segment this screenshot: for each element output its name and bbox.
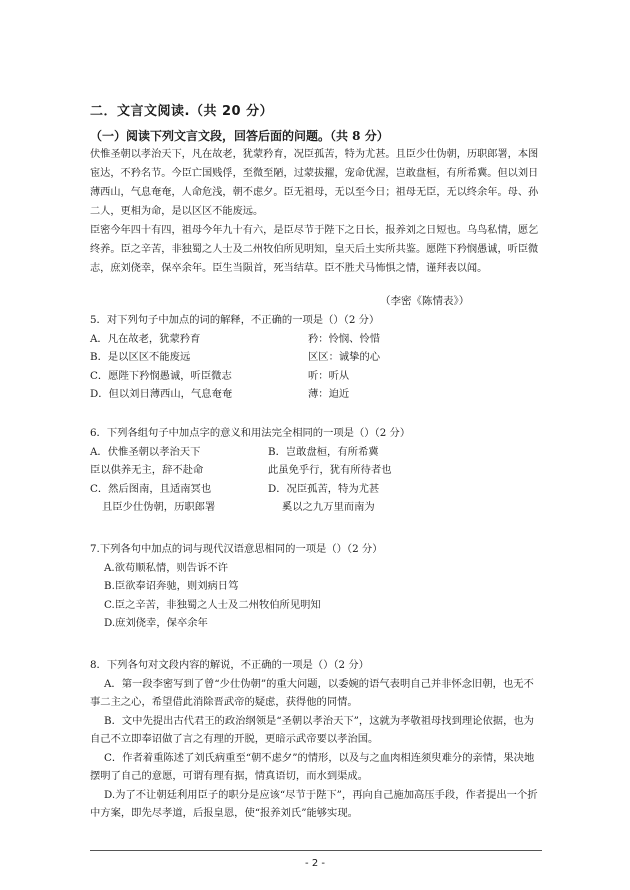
subsection-title: （一）阅读下列文言文段，回答后面的问题。（共 8 分） xyxy=(90,129,389,143)
question-5-option-a xyxy=(90,330,542,349)
question-8-option-b: B．文中先提出古代君王的政治纲领是“圣朝以孝治天下”，这就为孝敬祖母找到理论依据，也为自己不立即奉诏做了言之有理的开脱，更暗示武帝要以孝治国。 xyxy=(90,714,534,745)
question-6-row-3 xyxy=(90,480,542,499)
question-5-option-c xyxy=(90,367,542,386)
option-text: A．凡在故老，犹蒙矜育 xyxy=(90,332,201,345)
option-a-line-2: 臣以供养无主，辞不赴命 xyxy=(90,464,204,476)
question-8-option-c: C．作者着重陈述了刘氏病重至“朝不虑夕”的情形，以及与之血肉相连须臾难分的亲情，果决地摆明了自己的意愿，可谓有理有据，情真语切，而水到渠成。 xyxy=(90,751,535,782)
question-6-row-4 xyxy=(90,498,542,517)
question-6-row-1 xyxy=(90,443,542,462)
passage-source: （李密《陈情表》） xyxy=(380,295,470,307)
question-8 xyxy=(90,656,542,823)
question-5-option-b xyxy=(90,348,542,367)
question-5 xyxy=(90,311,542,404)
question-5-stem: 5．对下列句子中加点的词的解释，不正确的一项是（）（2 分） xyxy=(90,314,380,326)
option-d-line-1: D．况臣孤苦，特为尤甚 xyxy=(268,482,380,495)
option-b-line-2: 此虽免乎行，犹有所待者也 xyxy=(268,464,392,476)
question-7-option-c: C.臣之辛苦，非独蜀之人士及二州牧伯所见明知 xyxy=(104,598,321,611)
option-c-line-2: 且臣少仕伪朝，历职郎署 xyxy=(102,501,216,513)
question-8-option-a: A．第一段李密写到了曾“少仕伪朝”的重大问题，以委婉的语气表明自己并非怀念旧朝，也无不事二主之心，希望借此消除晋武帝的疑虑，获得他的同情。 xyxy=(90,677,534,708)
option-gloss: 薄：迫近 xyxy=(308,388,350,400)
option-a-line-1: A．伏惟圣朝以孝治天下 xyxy=(90,445,201,458)
classical-passage xyxy=(90,145,542,278)
question-7-option-b: B.臣欲奉诏奔驰，则刘病日笃 xyxy=(104,580,239,592)
question-7-stem: 7.下列各句中加点的词与现代汉语意思相同的一项是（）（2 分） xyxy=(90,543,383,555)
footer-divider xyxy=(90,850,542,851)
question-6 xyxy=(90,424,542,517)
question-7-option-a: A.欲苟顺私情，则告诉不许 xyxy=(104,561,228,574)
question-5-option-d xyxy=(90,385,542,404)
question-7 xyxy=(90,540,542,633)
page-number: - 2 - xyxy=(305,858,325,869)
question-7-option-d: D.庶刘侥幸，保卒余年 xyxy=(104,617,208,629)
question-8-stem: 8．下列各句对文段内容的解说，不正确的一项是（）（2 分） xyxy=(90,659,369,671)
option-d-line-2: 奚以之九万里而南为 xyxy=(282,501,375,513)
passage-paragraph-2: 臣密今年四十有四，祖母今年九十有六，是臣尽节于陛下之日长，报养刘之日短也。乌鸟私情，愿乞终养。臣之辛苦，非独蜀之人士及二州牧伯所见明知，皇天后土实所共鉴。愿陛下矜悯愚诚，听臣微志，庶刘侥幸，保卒余年。臣生当陨首，死当结草。臣不胜犬马怖惧之情，谨拜表以闻。 xyxy=(90,225,539,274)
option-gloss: 矜：怜悯、怜惜 xyxy=(308,332,381,345)
option-c-line-1: C．然后图南，且适南冥也 xyxy=(90,482,212,495)
question-6-row-2 xyxy=(90,461,542,480)
question-8-option-d: D.为了不让朝廷利用臣子的职分是应该“尽节于陛下”，再向自己施加高压手段，作者提出一个折中方案，即先尽孝道，后报皇恩，使“报养刘氏”能够实现。 xyxy=(90,788,538,819)
option-gloss: 听：听从 xyxy=(308,369,350,382)
option-gloss: 区区：诚挚的心 xyxy=(308,351,381,363)
option-text: C．愿陛下矜悯愚诚，听臣微志 xyxy=(90,369,232,382)
section-title: 二．文言文阅读.（共 20 分） xyxy=(90,104,274,119)
option-text: D．但以刘日薄西山，气息奄奄 xyxy=(90,388,233,400)
question-6-stem: 6．下列各组句子中加点字的意义和用法完全相同的一项是（）（2 分） xyxy=(90,427,411,439)
passage-paragraph-1: 伏惟圣朝以孝治天下，凡在故老，犹蒙矜育，况臣孤苦，特为尤甚。且臣少仕伪朝，历职郎署，本图宦达，不矜名节。今臣亡国贱俘，至微至陋，过蒙拔擢，宠命优渥，岂敢盘桓，有所希冀。但以刘日薄西山，气息奄奄，人命危浅，朝不虑夕。臣无祖母，无以至今日；祖母无臣，无以终余年。母、孙二人，更相为命，是以区区不能废远。 xyxy=(90,149,539,217)
option-text: B．是以区区不能废远 xyxy=(90,351,191,363)
option-b-line-1: B．岂敢盘桓，有所希冀 xyxy=(268,445,379,458)
